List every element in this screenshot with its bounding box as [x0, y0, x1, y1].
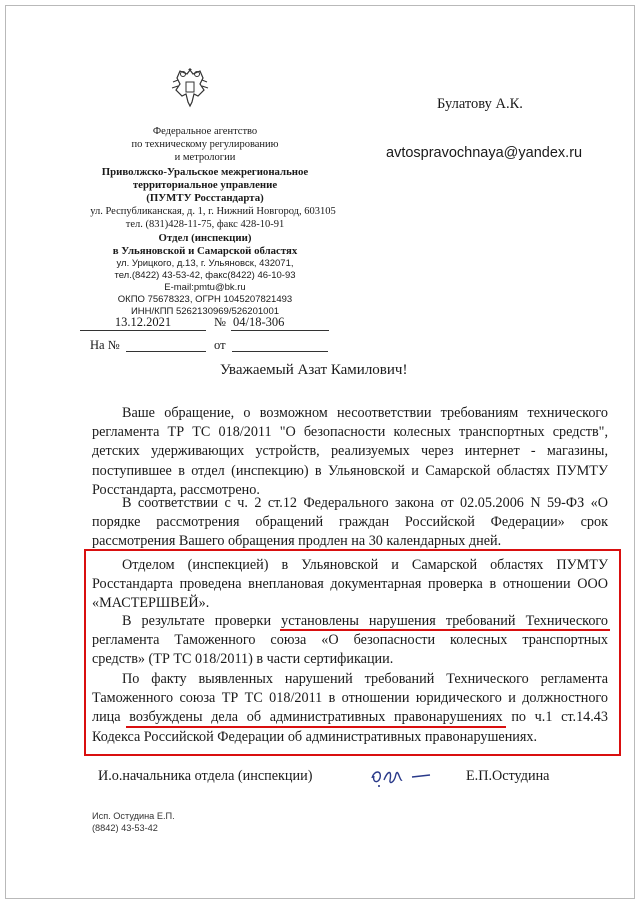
agency-line-3: и метрологии — [174, 152, 236, 163]
p3-line-3: «МАСТЕРШВЕЙ». — [92, 595, 210, 612]
handwritten-signature-icon — [368, 760, 432, 790]
paragraph-3 — [92, 556, 608, 614]
p4-line-2: регламента Таможенного союза «О безопасности колесных транспортных — [92, 632, 608, 649]
office-line-2: в Ульяновской и Самарской областях — [112, 245, 298, 257]
sender-phone: тел. (831)428-11-75, факс 428-10-91 — [125, 219, 285, 230]
sender-address: ул. Республиканская, д. 1, г. Нижний Новгород, 603105 — [90, 206, 336, 217]
inn-line: ИНН/КПП 5262130969/526201001 — [130, 306, 280, 317]
p2-line-3: рассмотрения Вашего обращения продлен на 30 календарных дней. — [92, 533, 502, 550]
p2-line-2: порядке рассмотрения обращений граждан Российской Федерации» срок — [92, 514, 608, 531]
number-field — [231, 315, 329, 331]
greeting: Уважаемый Азат Камилович! — [220, 362, 408, 378]
reply-from-line — [232, 351, 328, 352]
p5-line-2: Таможенного союза ТР ТС 018/2011 в отношении юридического и должностного — [92, 690, 608, 707]
p3-line-2: Росстандарта проведена внеплановая документарная проверка в отношении ООО — [92, 576, 608, 593]
underline-violations — [280, 629, 610, 631]
russian-emblem-icon — [170, 66, 210, 110]
office-phone: тел.(8422) 43-53-42, факс(8422) 46-10-93 — [114, 270, 296, 281]
office-address: ул. Урицкого, д.13, г. Ульяновск, 432071, — [116, 258, 294, 269]
paragraph-4 — [92, 612, 608, 670]
p1-line-1: Ваше обращение, о возможном несоответствии требованиям технического — [122, 405, 608, 421]
agency-line-1: Федеральное агентство — [152, 126, 258, 137]
executor-phone: (8842) 43-53-42 — [92, 823, 158, 833]
p2-line-1: В соответствии с ч. 2 ст.12 Федерального закона от 02.05.2006 N 59-ФЗ «О — [122, 495, 608, 511]
document-number: 04/18-306 — [233, 315, 285, 329]
executor-name: Исп. Остудина Е.П. — [92, 811, 175, 821]
department-line-1: Приволжско-Уральское межрегиональное — [101, 166, 309, 178]
agency-line-2: по техническому регулированию — [131, 139, 279, 150]
p1-line-4: поступившее в отдел (инспекцию) в Ульяновской и Самарской областях ПУМТУ — [92, 462, 608, 479]
date-field — [80, 315, 206, 331]
office-line-1: Отдел (инспекции) — [158, 232, 252, 244]
p1-line-5: Росстандарта, рассмотрено. — [92, 481, 260, 498]
reply-to-label: На № — [90, 338, 120, 352]
p5-line-1: По факту выявленных нарушений требований Технического регламента — [122, 671, 608, 687]
p4-line-1: В результате проверки установлены нарушения требований Технического — [122, 613, 608, 629]
reply-to-line — [126, 351, 206, 352]
p3-line-1: Отделом (инспекцией) в Ульяновской и Самарской областях ПУМТУ — [122, 557, 608, 573]
paragraph-1 — [92, 404, 608, 500]
department-line-3: (ПУМТУ Росстандарта) — [146, 192, 264, 204]
signatory-position: И.о.начальника отдела (инспекции) — [98, 768, 313, 784]
recipient-name: Булатову А.К. — [437, 96, 523, 112]
paragraph-5 — [92, 670, 608, 747]
reply-from-label: от — [214, 338, 226, 352]
signatory-name: Е.П.Остудина — [466, 768, 550, 784]
underline-cases — [126, 726, 506, 728]
p5-line-4: Кодекса Российской Федерации об административных правонарушениях. — [92, 728, 538, 745]
number-sign: № — [214, 315, 226, 329]
okpo-line: ОКПО 75678323, ОГРН 1045207821493 — [117, 294, 293, 305]
office-email: E-mail:pmtu@bk.ru — [164, 282, 246, 293]
p4-line-3: средств» (ТР ТС 018/2011) в части сертификации. — [92, 651, 394, 668]
recipient-email: avtospravochnaya@yandex.ru — [386, 145, 583, 161]
paragraph-2 — [92, 494, 608, 552]
document-date: 13.12.2021 — [114, 315, 172, 329]
p1-line-3: детских удерживающих устройств, реализуемых через интернет - магазины, — [92, 443, 608, 460]
p5-line-3: лица возбуждены дела об административных правонарушениях по ч.1 ст.14.43 — [92, 709, 608, 726]
p1-line-2: регламента ТР ТС 018/2011 "О безопасности колесных транспортных средств", — [92, 424, 608, 441]
department-line-2: территориальное управление — [132, 179, 278, 191]
